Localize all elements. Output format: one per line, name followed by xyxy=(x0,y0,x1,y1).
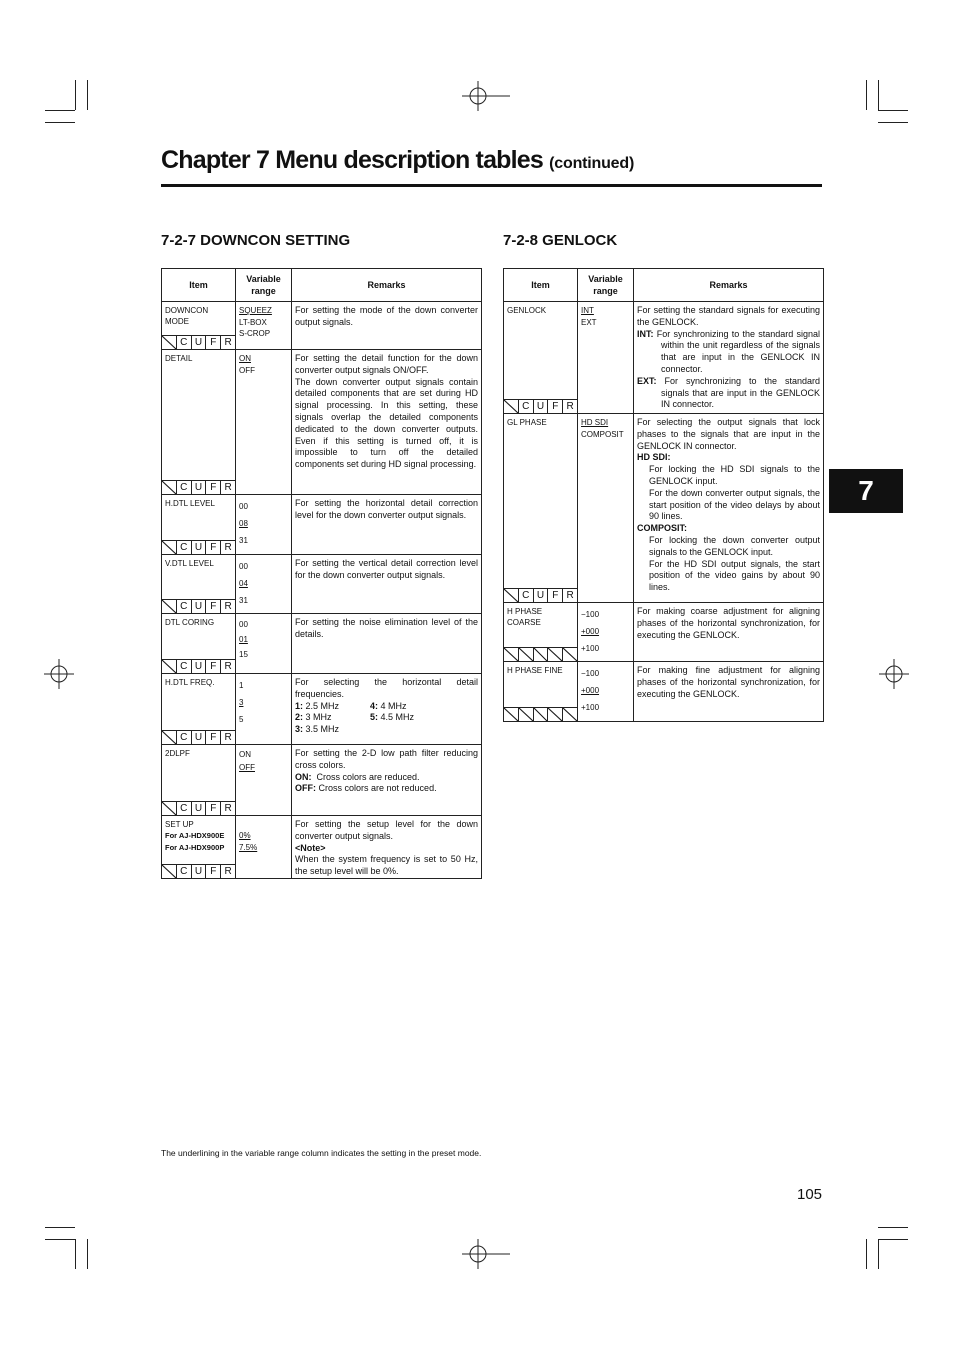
range-value: 15 xyxy=(239,650,248,659)
item-name: SET UP xyxy=(165,820,194,829)
header-variable-range: Variable range xyxy=(578,269,634,302)
header-variable-range: Variable range xyxy=(236,269,292,302)
cufr-flags xyxy=(504,647,577,661)
item-cell xyxy=(504,662,578,722)
range-value: 04 xyxy=(239,579,248,588)
variable-range-cell xyxy=(236,816,292,879)
range-value: ON xyxy=(239,750,251,759)
remarks-cell: For setting the mode of the down converter output signals. xyxy=(292,302,482,350)
remarks-cell: For selecting the horizontal detail frequencies. 1: 2.5 MHz 4: 4 MHz 2: 3 MHz 5: 4.5 MHz 3: 3.5 MHz xyxy=(292,674,482,745)
item-name: GENLOCK xyxy=(507,306,547,315)
table-row xyxy=(162,495,482,555)
range-value: 08 xyxy=(239,519,248,528)
variable-range-cell xyxy=(236,302,292,350)
header-item: Item xyxy=(504,269,578,302)
item-cell xyxy=(162,745,236,816)
range-value: 0% xyxy=(239,831,251,840)
chapter-tab: 7 xyxy=(829,469,903,513)
cufr-flags: C U F R xyxy=(504,588,577,602)
remarks-cell: For selecting the output signals that lock phases to the signals that are input in the GENLOCK IN connector. HD SDI: For locking the HD SDI signals to the GENLOCK input. For the down converter output signals, the start position of the video delays by about 90 lines. COMPOSIT: For locking the down converter output signals to the GENLOCK input. For the HD SDI output signals, the start position of the video gains by about 90 lines. xyxy=(634,414,824,603)
remarks-cell: For setting the horizontal detail correction level for the down converter output signals. xyxy=(292,495,482,555)
model-label: For AJ-HDX900E xyxy=(165,831,225,840)
item-cell xyxy=(162,614,236,674)
model-label: For AJ-HDX900P xyxy=(165,843,225,852)
table-row xyxy=(504,302,824,414)
variable-range-cell xyxy=(578,302,634,414)
range-value: S-CROP xyxy=(239,329,271,338)
registration-mark-icon xyxy=(462,1239,510,1269)
item-cell xyxy=(504,414,578,603)
genlock-table xyxy=(503,268,824,722)
table-row xyxy=(504,662,824,722)
remarks-cell: For setting the detail function for the down converter output signals ON/OFF. The down converter output signals contain detailed components that are set during HD signal processing. In this setting, these signals overlap the detailed components dedicated to the down converter outputs. Even if this setting is turned off, it is impossible to turn off the detailed components set during HD signal processing. xyxy=(292,350,482,495)
range-value: −100 xyxy=(581,669,600,678)
range-value: COMPOSIT xyxy=(581,429,624,439)
section-title-downcon: 7-2-7 DOWNCON SETTING xyxy=(161,232,351,249)
range-value: 7.5% xyxy=(239,842,258,852)
cufr-flags: C U F R xyxy=(162,599,235,613)
range-value: SQUEEZ xyxy=(239,306,272,315)
item-cell xyxy=(162,495,236,555)
range-value: HD SDI xyxy=(581,418,609,427)
cufr-flags: C U F R xyxy=(162,335,235,349)
variable-range-cell xyxy=(578,662,634,722)
table-row xyxy=(162,745,482,816)
item-name: GL PHASE xyxy=(507,418,547,427)
table-row xyxy=(504,603,824,662)
item-name: H PHASE FINE xyxy=(507,666,563,675)
item-cell xyxy=(162,555,236,614)
range-value: ON xyxy=(239,354,251,363)
table-row xyxy=(162,674,482,745)
variable-range-cell xyxy=(236,674,292,745)
range-value: INT xyxy=(581,306,594,315)
range-value: LT-BOX xyxy=(239,317,267,327)
item-name: DOWNCON MODE xyxy=(165,306,209,326)
item-cell xyxy=(162,816,236,879)
variable-range-cell xyxy=(236,555,292,614)
item-name: H.DTL FREQ. xyxy=(165,678,215,687)
variable-range-cell xyxy=(578,603,634,662)
remarks-cell: For setting the noise elimination level of the details. xyxy=(292,614,482,674)
cufr-flags: C U F R xyxy=(162,801,235,815)
cufr-flags xyxy=(504,707,577,721)
cufr-flags: C U F R xyxy=(162,864,235,878)
range-value: 00 xyxy=(239,502,248,511)
item-cell xyxy=(162,302,236,350)
variable-range-cell xyxy=(236,614,292,674)
item-name: DTL CORING xyxy=(165,618,215,627)
remarks-cell: For setting the setup level for the down converter output signals. <Note> When the system frequency is set to 50 Hz, the setup level will be 0%. xyxy=(292,816,482,879)
registration-mark-icon xyxy=(462,81,510,111)
remarks-cell: For setting the standard signals for executing the GENLOCK. INT: For synchronizing to the standard signal within the unit regardless of the signals that are input in the GENLOCK IN connector. EXT: For synchronizing to the standard signals that are input in the GENLOCK IN connector. xyxy=(634,302,824,414)
table-row xyxy=(162,555,482,614)
range-value: OFF xyxy=(239,763,255,772)
item-name: H.DTL LEVEL xyxy=(165,499,215,508)
remarks-cell: For making coarse adjustment for aligning phases of the horizontal synchronization, for executing the GENLOCK. xyxy=(634,603,824,662)
continued-label: (continued) xyxy=(549,155,635,172)
page-title xyxy=(161,146,634,175)
registration-mark-icon xyxy=(879,659,909,689)
range-value: 5 xyxy=(239,715,244,724)
range-value: OFF xyxy=(239,365,255,375)
table-row xyxy=(504,414,824,603)
table-row xyxy=(162,614,482,674)
table-row xyxy=(162,350,482,495)
registration-mark-icon xyxy=(44,659,74,689)
range-value: 31 xyxy=(239,536,248,545)
range-value: 00 xyxy=(239,562,248,571)
range-value: +100 xyxy=(581,644,600,653)
downcon-table xyxy=(161,268,482,879)
range-value: +000 xyxy=(581,686,600,695)
table-row xyxy=(162,816,482,879)
header-remarks: Remarks xyxy=(634,269,824,302)
variable-range-cell xyxy=(236,745,292,816)
item-name: 2DLPF xyxy=(165,749,190,758)
item-cell xyxy=(162,350,236,495)
item-cell xyxy=(504,603,578,662)
cufr-flags: C U F R xyxy=(162,540,235,554)
table-header-row xyxy=(504,269,824,302)
cufr-flags: C U F R xyxy=(162,480,235,494)
chapter-title-text: Chapter 7 Menu description tables xyxy=(161,146,544,174)
cufr-flags: C U F R xyxy=(504,399,577,413)
range-value: 01 xyxy=(239,635,248,644)
table-row xyxy=(162,302,482,350)
range-value: 3 xyxy=(239,698,244,707)
remarks-cell: For setting the 2-D low path filter reducing cross colors. ON: Cross colors are reduced. OFF: Cross colors are not reduced. xyxy=(292,745,482,816)
range-value: −100 xyxy=(581,610,600,619)
cufr-flags: C U F R xyxy=(162,730,235,744)
range-value: 00 xyxy=(239,620,248,629)
cufr-flags: C U F R xyxy=(162,659,235,673)
remarks-cell: For making fine adjustment for aligning phases of the horizontal synchronization, for executing the GENLOCK. xyxy=(634,662,824,722)
variable-range-cell xyxy=(236,350,292,495)
header-item: Item xyxy=(162,269,236,302)
range-value: +100 xyxy=(581,703,600,712)
remarks-cell: For setting the vertical detail correction level for the down converter output signals. xyxy=(292,555,482,614)
section-title-genlock: 7-2-8 GENLOCK xyxy=(503,232,618,249)
range-value: +000 xyxy=(581,627,600,636)
table-header-row xyxy=(162,269,482,302)
range-value: 1 xyxy=(239,681,244,690)
header-remarks: Remarks xyxy=(292,269,482,302)
footnote: The underlining in the variable range column indicates the setting in the preset mode. xyxy=(161,1148,482,1158)
range-value: 31 xyxy=(239,596,248,605)
item-name: V.DTL LEVEL xyxy=(165,559,214,568)
item-cell xyxy=(162,674,236,745)
item-name: H PHASE COARSE xyxy=(507,607,543,627)
item-cell xyxy=(504,302,578,414)
range-value: EXT xyxy=(581,317,597,327)
page-number: 105 xyxy=(797,1186,823,1203)
item-name: DETAIL xyxy=(165,354,193,363)
header-rule xyxy=(161,184,822,187)
variable-range-cell xyxy=(236,495,292,555)
variable-range-cell xyxy=(578,414,634,603)
